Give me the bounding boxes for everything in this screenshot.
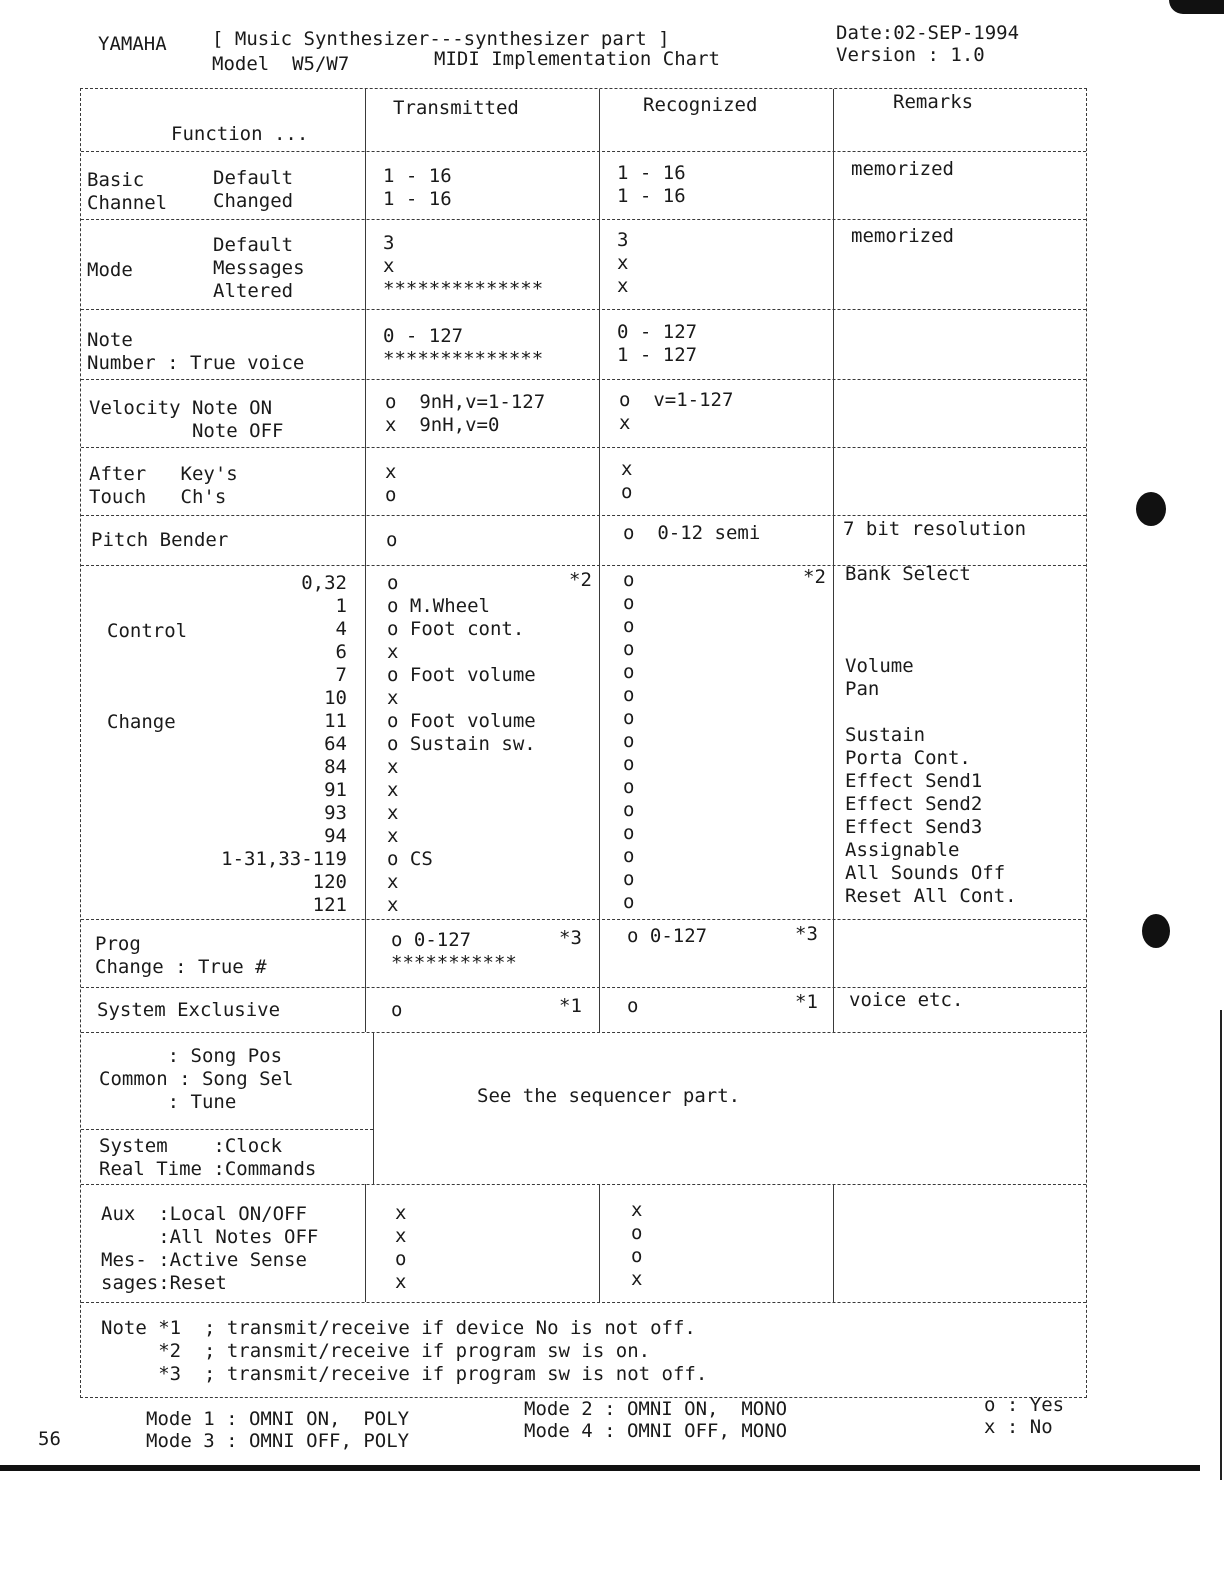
system-exclusive-transmitted-note: *1 [559, 995, 582, 1017]
pitch-bender-recognized: o 0-12 semi [623, 522, 761, 544]
binder-hole-mark [1142, 914, 1170, 948]
mode-list-right: Mode 2 : OMNI ON, MONO Mode 4 : OMNI OFF, MONO [524, 1398, 788, 1442]
mode-label: Mode [87, 259, 133, 281]
chart-header [0, 0, 1224, 90]
pitch-bender-transmitted: o [386, 529, 398, 551]
row-divider [81, 919, 1086, 920]
model-label: Model W5/W7 [212, 53, 350, 75]
control-change-transmitted-note: *2 [569, 569, 592, 591]
control-change-label-control: Control [107, 620, 188, 642]
pitch-bender-remarks: 7 bit resolution [843, 518, 1027, 540]
column-rule-recognized [833, 89, 834, 1032]
basic-channel-sub: Default Changed [213, 167, 294, 212]
midi-implementation-table [80, 88, 1087, 1398]
row-divider [81, 515, 1086, 516]
row-divider [81, 1184, 1086, 1185]
prog-change-label: Prog Change : True # [95, 933, 267, 978]
row-divider [81, 987, 1086, 988]
system-exclusive-remarks: voice etc. [849, 989, 964, 1011]
pitch-bender-label: Pitch Bender [91, 529, 229, 551]
page-edge-line [1220, 1010, 1222, 1480]
aux-messages-label: Aux :Local ON/OFF :All Notes OFF Mes- :Active Sense sages:Reset [101, 1203, 319, 1294]
column-rule-transmitted [599, 89, 600, 1032]
prog-change-transmitted-note: *3 [559, 927, 582, 949]
system-exclusive-recognized-note: *1 [795, 991, 818, 1013]
row-divider [81, 219, 1086, 220]
velocity-recognized: o v=1-127 x [619, 389, 734, 434]
header-remarks: Remarks [893, 91, 974, 113]
note-number-label: Note Number : True voice [87, 329, 305, 374]
after-touch-transmitted: x o [385, 461, 397, 506]
basic-channel-transmitted: 1 - 16 1 - 16 [383, 165, 452, 210]
column-rule-function [365, 89, 366, 1032]
control-change-label-change: Change [107, 711, 176, 733]
header-recognized: Recognized [643, 94, 758, 116]
mode-transmitted: 3 x ************** [383, 232, 544, 300]
aux-messages-recognized: x o o x [631, 1199, 643, 1290]
system-exclusive-recognized: o [627, 995, 639, 1017]
chart-notes: Note *1 ; transmit/receive if device No is not off. *2 ; transmit/receive if program sw is on. *3 ; transmit/receive if program sw is not off. [101, 1317, 708, 1385]
column-rule-function-lower [365, 1184, 366, 1302]
mode-remarks: memorized [851, 225, 954, 247]
date-label: Date:02-SEP-1994 [836, 22, 1020, 44]
yes-no-legend: o : Yes x : No [984, 1394, 1065, 1438]
row-divider [81, 1302, 1086, 1303]
prog-change-recognized: o 0-127 [627, 925, 708, 947]
velocity-transmitted: o 9nH,v=1-127 x 9nH,v=0 [385, 391, 546, 436]
basic-channel-remarks: memorized [851, 158, 954, 180]
control-change-recognized-note: *2 [803, 566, 826, 588]
after-touch-label: After Key's Touch Ch's [89, 463, 238, 508]
page-bottom-rule [0, 1465, 1200, 1471]
velocity-label: Velocity Note ON Note OFF [89, 397, 284, 442]
system-exclusive-transmitted: o [391, 999, 403, 1021]
chart-name: MIDI Implementation Chart [434, 48, 720, 70]
version-label: Version : 1.0 [836, 44, 985, 66]
system-realtime-label: System :Clock Real Time :Commands [99, 1135, 317, 1180]
control-change-transmitted: o o M.Wheel o Foot cont. x o Foot volume x o Foot volume o Sustain sw. x x x x o CS x x [387, 572, 536, 916]
prog-change-recognized-note: *3 [795, 923, 818, 945]
note-number-recognized: 0 - 127 1 - 127 [617, 321, 698, 366]
control-change-remarks: Bank Select Volume Pan Sustain Porta Cont. Effect Send1 Effect Send2 Effect Send3 Assignable All Sounds Off Reset All Cont. [845, 563, 1017, 907]
sequencer-note: See the sequencer part. [477, 1085, 741, 1107]
row-divider [81, 151, 1086, 152]
column-rule-recognized-lower [833, 1184, 834, 1302]
control-change-recognized: o o o o o o o o o o o o o o o [623, 569, 635, 913]
column-rule-transmitted-lower [599, 1184, 600, 1302]
column-rule-common-realtime [373, 1032, 374, 1184]
basic-channel-label: Basic Channel [87, 169, 168, 214]
system-common-label: : Song Pos Common : Song Sel : Tune [99, 1045, 294, 1113]
after-touch-recognized: x o [621, 458, 633, 503]
system-exclusive-label: System Exclusive [97, 999, 281, 1021]
basic-channel-recognized: 1 - 16 1 - 16 [617, 162, 686, 207]
row-divider [81, 309, 1086, 310]
mode-list-left: Mode 1 : OMNI ON, POLY Mode 3 : OMNI OFF, POLY [146, 1408, 410, 1452]
header-transmitted: Transmitted [393, 97, 519, 119]
row-divider [81, 379, 1086, 380]
mode-recognized: 3 x x [617, 229, 629, 297]
row-divider [81, 447, 1086, 448]
prog-change-transmitted: o 0-127 *********** [391, 929, 517, 974]
document-title: [ Music Synthesizer---synthesizer part ] [212, 28, 670, 50]
control-change-numbers: 0,32 1 4 6 7 10 11 64 84 91 93 94 1-31,33-119 120 121 [221, 572, 347, 916]
note-number-transmitted: 0 - 127 ************** [383, 325, 544, 370]
row-divider-common [81, 1129, 373, 1130]
header-function: Function ... [171, 123, 309, 145]
page-number: 56 [38, 1428, 61, 1450]
aux-messages-transmitted: x x o x [395, 1202, 407, 1293]
row-divider [81, 1032, 1086, 1033]
mode-sub: Default Messages Altered [213, 234, 305, 302]
brand-label: YAMAHA [98, 33, 167, 55]
binder-hole-mark [1136, 492, 1166, 526]
corner-tab-mark [1169, 0, 1224, 14]
